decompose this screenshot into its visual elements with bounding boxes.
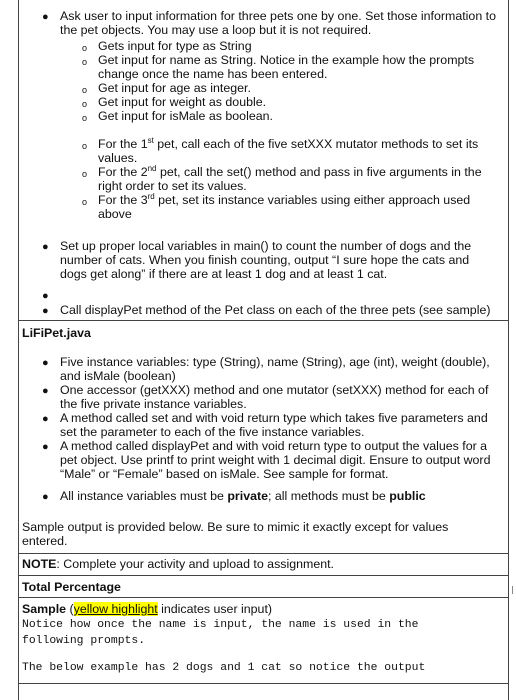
circle-bullet-icon: o [82, 113, 88, 123]
user-input-highlight: yellow highlight [73, 602, 158, 616]
bullet-icon: ● [42, 290, 49, 302]
lifipet-item-displaypet: A method called displayPet and with void return type to output the values for a pet object. Use printf to print weight with 1 decimal digit. Ensure to output word “Male” or “Female” based on isMale. See sample for format. [60, 439, 491, 481]
sub-item-age: Get input for age as integer. [98, 81, 251, 95]
table-divider [18, 575, 509, 576]
sub-item-type: Gets input for type as String [98, 39, 252, 53]
sample-mono-line-3: The below example has 2 dogs and 1 cat so notice the output [22, 662, 426, 674]
table-divider [18, 597, 509, 598]
sample-note: Sample output is provided below. Be sure to mimic it exactly except for values entered. [22, 520, 449, 548]
sub-item-ismale: Get input for isMale as boolean. [98, 109, 273, 123]
bullet-icon: ● [42, 491, 49, 503]
lifipet-item-access-modifiers: All instance variables must be private; all methods must be public [60, 489, 426, 503]
lifipet-title: LiFiPet.java [22, 326, 91, 340]
circle-bullet-icon: o [82, 169, 88, 179]
sub-item-weight: Get input for weight as double. [98, 95, 267, 109]
circle-bullet-icon: o [82, 197, 88, 207]
instruction-count-pets: Set up proper local variables in main() to count the number of dogs and the number of cats. When you finish counting, output “I sure hope the cats and dogs get along” if there are at least 1 dog and at least 1 cat. [60, 239, 472, 281]
lifipet-item-set-method: A method called set and with void return type which takes five parameters and set the parameter to each of the five instance variables. [60, 411, 488, 439]
table-border-right [508, 0, 509, 700]
pet-item-third: For the 3rd pet, set its instance variables using either approach used above [98, 191, 471, 221]
note-line: NOTE: Complete your activity and upload to assignment. [22, 557, 334, 571]
sample-heading: Sample (yellow highlight indicates user input) [22, 602, 273, 616]
total-percentage: Total Percentage [22, 580, 121, 594]
bullet-icon: ● [42, 413, 49, 425]
lifipet-item-accessors: One accessor (getXXX) method and one mutator (setXXX) method for each of the five private instance variables. [60, 383, 489, 411]
circle-bullet-icon: o [82, 141, 88, 151]
pet-item-first: For the 1st pet, call each of the five setXXX mutator methods to set its values. [98, 135, 479, 165]
bullet-icon: ● [42, 241, 49, 253]
bullet-icon: ● [42, 441, 49, 453]
pet-item-second: For the 2nd pet, call the set() method and pass in five arguments in the right order to set its values. [98, 163, 482, 193]
table-divider [18, 553, 509, 554]
bullet-icon: ● [42, 385, 49, 397]
instruction-ask-input: Ask user to input information for three pets one by one. Set those information to the pet objects. You may use a loop but it is not required. [60, 9, 496, 37]
table-border-left [18, 0, 19, 700]
circle-bullet-icon: o [82, 85, 88, 95]
table-divider [18, 683, 509, 684]
bullet-icon: ● [42, 305, 49, 317]
lifipet-item-instance-vars: Five instance variables: type (String), name (String), age (int), weight (double), and isMale (boolean) [60, 355, 490, 383]
bullet-icon: ● [42, 11, 49, 23]
instruction-display-pet: Call displayPet method of the Pet class on each of the three pets (see sample) [60, 303, 491, 317]
bullet-icon: ● [42, 357, 49, 369]
edge-mark [512, 586, 513, 594]
circle-bullet-icon: o [82, 57, 88, 67]
sample-mono-line-2: following prompts. [22, 635, 146, 647]
circle-bullet-icon: o [82, 43, 88, 53]
table-divider [18, 320, 509, 321]
sub-item-name: Get input for name as String. Notice in the example how the prompts change once the name has been entered. [98, 53, 475, 81]
sample-mono-line-1: Notice how once the name is input, the name is used in the [22, 619, 419, 631]
circle-bullet-icon: o [82, 99, 88, 109]
